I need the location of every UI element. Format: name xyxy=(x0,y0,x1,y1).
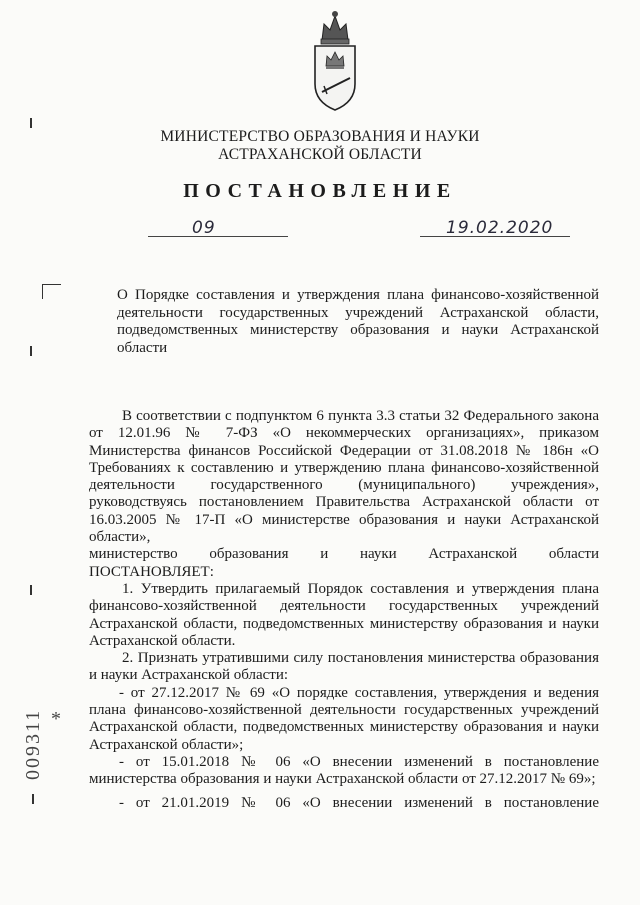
document-title-text: О Порядке составления и утверждения плана финансово-хозяйственной деятельности государственных учреждений Астраханской области, подведомственных министерству образования и науки Астраханской области xyxy=(117,287,599,356)
preamble-paragraph: В соответствии с подпунктом 6 пункта 3.3 статьи 32 Федерального закона от 12.01.96 № 7-ФЗ «О некоммерческих организациях», приказом Министерства финансов Российской Федерации от 31.08.2018 № 186н «О Требованиях к составлению и утверждению плана финансово-хозяйственной деятельности государственного (муниципального) учреждения», руководствуясь постановлением Правительства Астраханской области от 16.03.2005 № 17-П «О министерстве образования и науки Астраханской области», xyxy=(89,408,599,546)
coat-of-arms-emblem xyxy=(300,6,370,116)
document-number: 09 xyxy=(192,218,216,238)
ministry-name xyxy=(150,128,490,164)
title-corner-bracket xyxy=(42,284,61,299)
document-type: ПОСТАНОВЛЕНИЕ xyxy=(183,180,457,202)
document-date: 19.02.2020 xyxy=(446,218,554,238)
ministry-name-line-2: АСТРАХАНСКОЙ ОБЛАСТИ xyxy=(218,146,422,163)
margin-mark xyxy=(30,118,32,128)
ministry-name-line-1: МИНИСТЕРСТВО ОБРАЗОВАНИЯ И НАУКИ xyxy=(160,128,480,145)
margin-mark xyxy=(32,794,34,804)
document-title xyxy=(117,287,599,357)
subitem-3: - от 21.01.2019 № 06 «О внесении изменений в постановление xyxy=(119,794,599,811)
registration-star: * xyxy=(51,708,61,730)
subitem-1: - от 27.12.2017 № 69 «О порядке составления, утверждения и ведения плана финансово-хозяйственной деятельности государственных учреждений Астраханской области, подведомственных министерству образования и науки Астраханской области»; xyxy=(89,684,599,753)
margin-mark xyxy=(30,346,32,356)
item-2: 2. Признать утратившими силу постановления министерства образования и науки Астраханской области: xyxy=(89,650,599,684)
number-underline xyxy=(148,236,288,237)
decree-word: ПОСТАНОВЛЯЕТ: xyxy=(89,563,214,580)
margin-mark xyxy=(30,585,32,595)
subitem-2: - от 15.01.2018 № 06 «О внесении изменений в постановление министерства образования и науки Астраханской области от 27.12.2017 № 69»; xyxy=(89,753,599,788)
authority-line: министерство образования и науки Астраханской области xyxy=(89,546,599,563)
item-1: 1. Утвердить прилагаемый Порядок составления и утверждения плана финансово-хозяйственной деятельности государственных учреждений Астраханской области, подведомственных министерству образования и науки Астраханской области. xyxy=(89,580,599,649)
registration-number: 009311 xyxy=(22,708,44,780)
document-body xyxy=(89,408,599,812)
